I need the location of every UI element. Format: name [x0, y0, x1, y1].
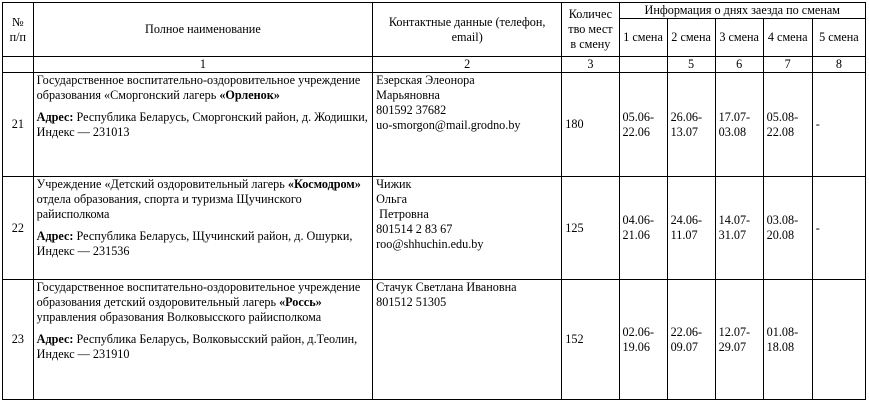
header-shift-1: 1 смена [619, 19, 667, 57]
row-num: 23 [3, 280, 34, 400]
header-name: Полное наименование [33, 3, 372, 57]
shift-dates: - [812, 177, 865, 280]
colnum-1: 1 [33, 57, 372, 73]
camp-name: «Космодром» [287, 177, 361, 191]
contact-line: Чижик [376, 177, 412, 191]
camp-name: «Орленок» [219, 88, 280, 102]
contact-line: 801592 37682 [376, 103, 447, 117]
shift-dates: 01.08- 18.08 [763, 280, 812, 400]
shift-dates [812, 280, 865, 400]
camp-name: «Россь» [279, 295, 322, 309]
shift-dates: 12.07- 29.07 [715, 280, 763, 400]
contact-line: Ольга [376, 192, 407, 206]
row-capacity: 152 [562, 280, 619, 400]
row-contact [373, 177, 562, 280]
contact-line: uo-smorgon@mail.grodno.by [376, 118, 521, 132]
address-label: Адрес: [36, 229, 74, 243]
header-num: № п/п [3, 3, 34, 57]
shift-dates: 05.08- 22.08 [763, 73, 812, 177]
contact-line: Езерская Элеонора [376, 73, 475, 87]
shift-dates: 03.08- 20.08 [763, 177, 812, 280]
colnum-2: 2 [373, 57, 562, 73]
shift-dates: 05.06- 22.06 [619, 73, 667, 177]
colnum-5: 5 [667, 57, 715, 73]
header-shift-2: 2 смена [667, 19, 715, 57]
row-contact [373, 280, 562, 400]
contact-line: 801514 2 83 67 [376, 222, 453, 236]
name-text: Государственное воспитательно-оздоровительное учреждение образования «Сморгонский лагерь [36, 73, 361, 102]
row-capacity: 180 [562, 73, 619, 177]
table-row [3, 280, 866, 400]
contact-line: roo@shhuchin.edu.by [376, 237, 484, 251]
header-shift-3: 3 смена [715, 19, 763, 57]
colnum-7: 7 [763, 57, 812, 73]
shift-dates: 22.06- 09.07 [667, 280, 715, 400]
row-name [33, 177, 372, 280]
name-text-post: управления образования Волковысского райисполкома [36, 310, 322, 324]
contact-line: 801512 51305 [376, 295, 447, 309]
header-contact: Контактные данные (телефон, email) [373, 3, 562, 57]
header-shifts-group: Информация о днях заезда по сменам [619, 3, 865, 19]
row-contact [373, 73, 562, 177]
colnum-8: 8 [812, 57, 865, 73]
table-row [3, 177, 866, 280]
address-label: Адрес: [36, 332, 74, 346]
address-text: Республика Беларусь, Сморгонский район, д. Жодишки, Индекс — 231013 [36, 110, 368, 139]
colnum-4 [619, 57, 667, 73]
shift-dates: 24.06- 11.07 [667, 177, 715, 280]
row-num: 21 [3, 73, 34, 177]
contact-line: Петровна [376, 207, 429, 221]
header-capacity: Количес тво мест в смену [562, 3, 619, 57]
address-text: Республика Беларусь, Щучинский район, д. Ошурки, Индекс — 231536 [36, 229, 353, 258]
name-text-post: отдела образования, спорта и туризма Щучинского райисполкома [36, 192, 302, 221]
shift-dates: 26.06- 13.07 [667, 73, 715, 177]
address-text: Республика Беларусь, Волковысский район, д.Теолин, Индекс — 231910 [36, 332, 358, 361]
contact-line: Марьяновна [376, 88, 440, 102]
row-name [33, 73, 372, 177]
name-text: Учреждение «Детский оздоровительный лагерь [36, 177, 288, 191]
table-row [3, 73, 866, 177]
shift-dates: 04.06- 21.06 [619, 177, 667, 280]
shift-dates: 17.07- 03.08 [715, 73, 763, 177]
camps-table [2, 2, 866, 400]
colnum-0 [3, 57, 34, 73]
header-shift-4: 4 смена [763, 19, 812, 57]
colnum-6: 6 [715, 57, 763, 73]
name-text: Государственное воспитательно-оздоровительное учреждение образования детский оздоровительный лагерь [36, 280, 361, 309]
shift-dates: 14.07- 31.07 [715, 177, 763, 280]
header-shift-5: 5 смена [812, 19, 865, 57]
contact-line: Стачук Светлана Ивановна [376, 280, 517, 294]
row-name [33, 280, 372, 400]
row-num: 22 [3, 177, 34, 280]
row-capacity: 125 [562, 177, 619, 280]
colnum-3: 3 [562, 57, 619, 73]
shift-dates: 02.06- 19.06 [619, 280, 667, 400]
shift-dates: - [812, 73, 865, 177]
address-label: Адрес: [36, 110, 74, 124]
